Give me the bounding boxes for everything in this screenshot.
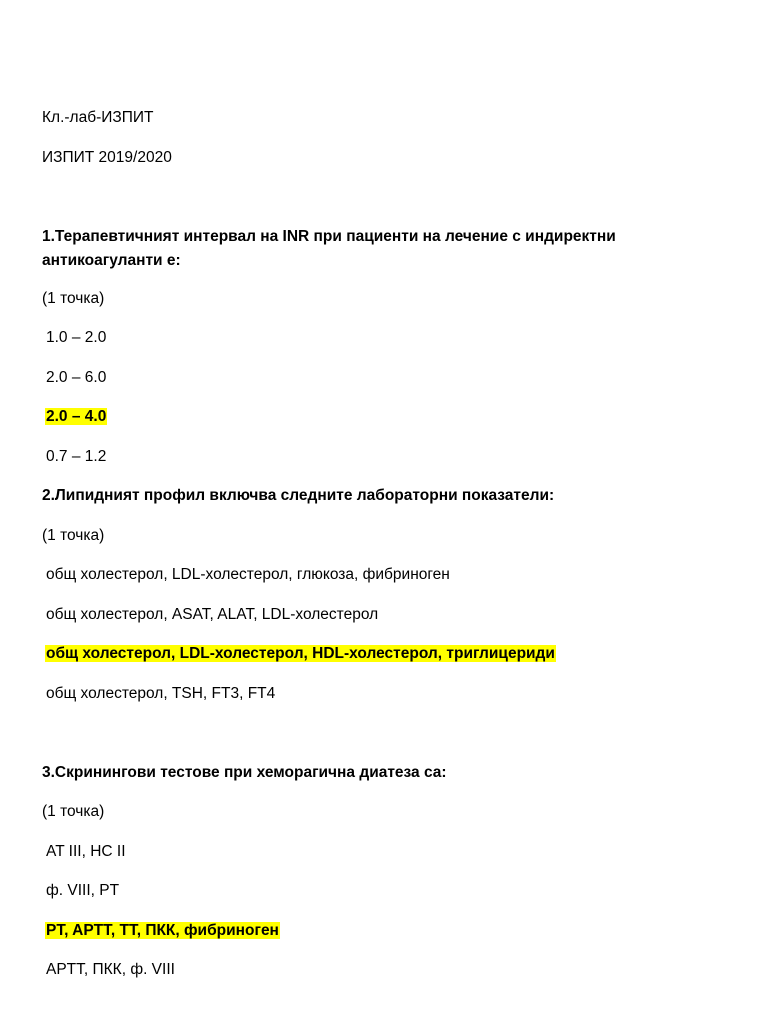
question-3-points: (1 точка) [42, 803, 105, 820]
question-3-option-a: AT III, HC II [46, 843, 126, 860]
question-2-option-c-correct [45, 644, 556, 664]
question-2-option-d: общ холестерол, TSH, FT3, FT4 [46, 685, 276, 702]
question-1-option-c-correct [45, 407, 107, 427]
question-1-option-d: 0.7 – 1.2 [46, 448, 107, 465]
question-3-option-b: ф. VIII, PT [46, 882, 120, 899]
subject-line: Кл.-лаб-ИЗПИТ [42, 109, 154, 126]
question-3-option-c-correct [45, 921, 280, 941]
correct-answer-highlight: 2.0 – 4.0 [46, 408, 107, 425]
question-2-option-b: общ холестерол, ASAT, ALAT, LDL-холестерол [46, 606, 379, 623]
question-1-text: 1.Терапевтичният интервал на INR при пациенти на лечение с индиректни антикоагуланти е: [42, 228, 616, 269]
exam-title: ИЗПИТ 2019/2020 [42, 149, 172, 166]
question-3-option-d: APTT, ПКК, ф. VIII [46, 961, 175, 978]
correct-answer-highlight: общ холестерол, LDL-холестерол, HDL-холестерол, триглицериди [46, 645, 555, 662]
question-2-text: 2.Липидният профил включва следните лабораторни показатели: [42, 487, 555, 504]
question-2-points: (1 точка) [42, 527, 105, 544]
question-1-option-b: 2.0 – 6.0 [46, 369, 107, 386]
question-2-option-a: общ холестерол, LDL-холестерол, глюкоза, фибриноген [46, 566, 450, 583]
question-1-option-a: 1.0 – 2.0 [46, 329, 107, 346]
question-1-points: (1 точка) [42, 290, 105, 307]
question-3-text: 3.Скринингови тестове при хеморагична диатеза са: [42, 764, 447, 781]
correct-answer-highlight: PT, APTT, TT, ПКК, фибриноген [46, 922, 279, 939]
